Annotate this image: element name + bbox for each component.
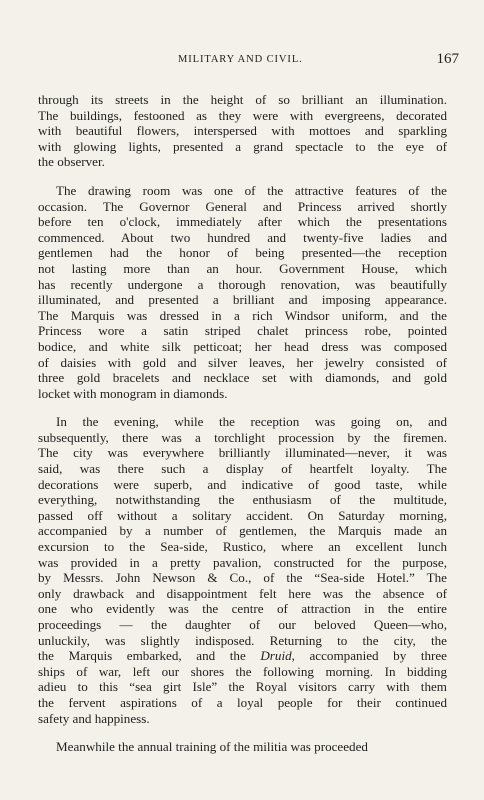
text-line: through its streets in the height of so brilliant an illumination. [38, 92, 447, 107]
text-line: with glowing lights, presented a grand spectacle to the eye of [38, 138, 447, 154]
text-line: locket with monogram in diamonds. [38, 385, 228, 401]
text-line: was provided in a pretty pavalion, constructed for the purpose, [38, 554, 447, 570]
text-line: ships of war, left our shores the following morning. In bidding [38, 663, 447, 679]
text-line: gentlemen had the honor of being presented—the reception [38, 245, 447, 261]
text-line: not lasting more than an hour. Government House, which [38, 260, 447, 276]
paragraph [38, 739, 447, 755]
text-line: of daisies with gold and silver leaves, her jewelry consisted of [38, 354, 447, 370]
text-line: subsequently, there was a torchlight procession by the firemen. [38, 429, 447, 445]
paragraph [38, 414, 447, 726]
text-line: unluckily, was slightly indisposed. Returning to the city, the [38, 632, 447, 648]
text-line: said, was there such a display of heartfelt loyalty. The [38, 461, 447, 477]
text-line: one who evidently was the centre of attraction in the entire [38, 601, 447, 617]
text-line: occasion. The Governor General and Princess arrived shortly [38, 198, 447, 214]
text-line: only drawback and disappointment felt here was the absence of [38, 585, 447, 601]
text-line: The drawing room was one of the attractive features of the [56, 182, 447, 198]
text-line: decorations were superb, and indicative of good taste, while [38, 476, 447, 492]
text-line: illuminated, and presented a brilliant and imposing appearance. [38, 292, 447, 308]
paragraph [38, 92, 447, 170]
text-line: The Marquis was dressed in a rich Windsor uniform, and the [38, 307, 447, 323]
ship-name: Druid [260, 648, 292, 664]
text-line: has recently undergone a thorough renovation, was beautifully [38, 276, 447, 292]
text-line: the observer. [38, 154, 105, 170]
text-line: everything, notwithstanding the enthusiasm of the multitude, [38, 492, 447, 508]
text-line: Meanwhile the annual training of the militia was proceeded [56, 739, 368, 755]
text-line: Princess wore a satin striped chalet princess robe, pointed [38, 323, 447, 339]
text-line: The city was everywhere brilliantly illuminated—never, it was [38, 445, 447, 461]
text-line: with beautiful flowers, interspersed with mottoes and sparkling [38, 123, 447, 139]
text-line: In the evening, while the reception was going on, and [56, 414, 447, 430]
running-head-title: MILITARY AND CIVIL. [178, 54, 303, 65]
running-head [0, 51, 484, 72]
text-line: by Messrs. John Newson & Co., of the “Sea-side Hotel.” The [38, 570, 447, 586]
text-line: accompanied by a number of gentlemen, the Marquis made an [38, 523, 447, 539]
text-line: the Marquis embarked, and the Druid, accompanied by three [38, 648, 447, 664]
text-line: three gold bracelets and necklace set with diamonds, and gold [38, 370, 447, 386]
paragraph [38, 183, 447, 401]
text-line: proceedings — the daughter of our beloved Queen—who, [38, 617, 447, 632]
text-line: safety and happiness. [38, 710, 150, 726]
text-line: passed off without a solitary accident. On Saturday morning, [38, 507, 447, 523]
text-line: bodice, and white silk petticoat; her head dress was composed [38, 338, 447, 354]
text-line: adieu to this “sea girt Isle” the Royal visitors carry with them [38, 679, 447, 695]
page-number: 167 [436, 51, 459, 67]
text-line: before ten o'clock, immediately after which the presentations [38, 214, 447, 230]
body-text [38, 92, 447, 768]
text-line: excursion to the Sea-side, Rustico, where an excellent lunch [38, 539, 447, 555]
text-line: commenced. About two hundred and twenty-five ladies and [38, 229, 447, 245]
text-line: The buildings, festooned as they were with evergreens, decorated [38, 107, 447, 123]
text-line: the fervent aspirations of a loyal people for their continued [38, 694, 447, 710]
